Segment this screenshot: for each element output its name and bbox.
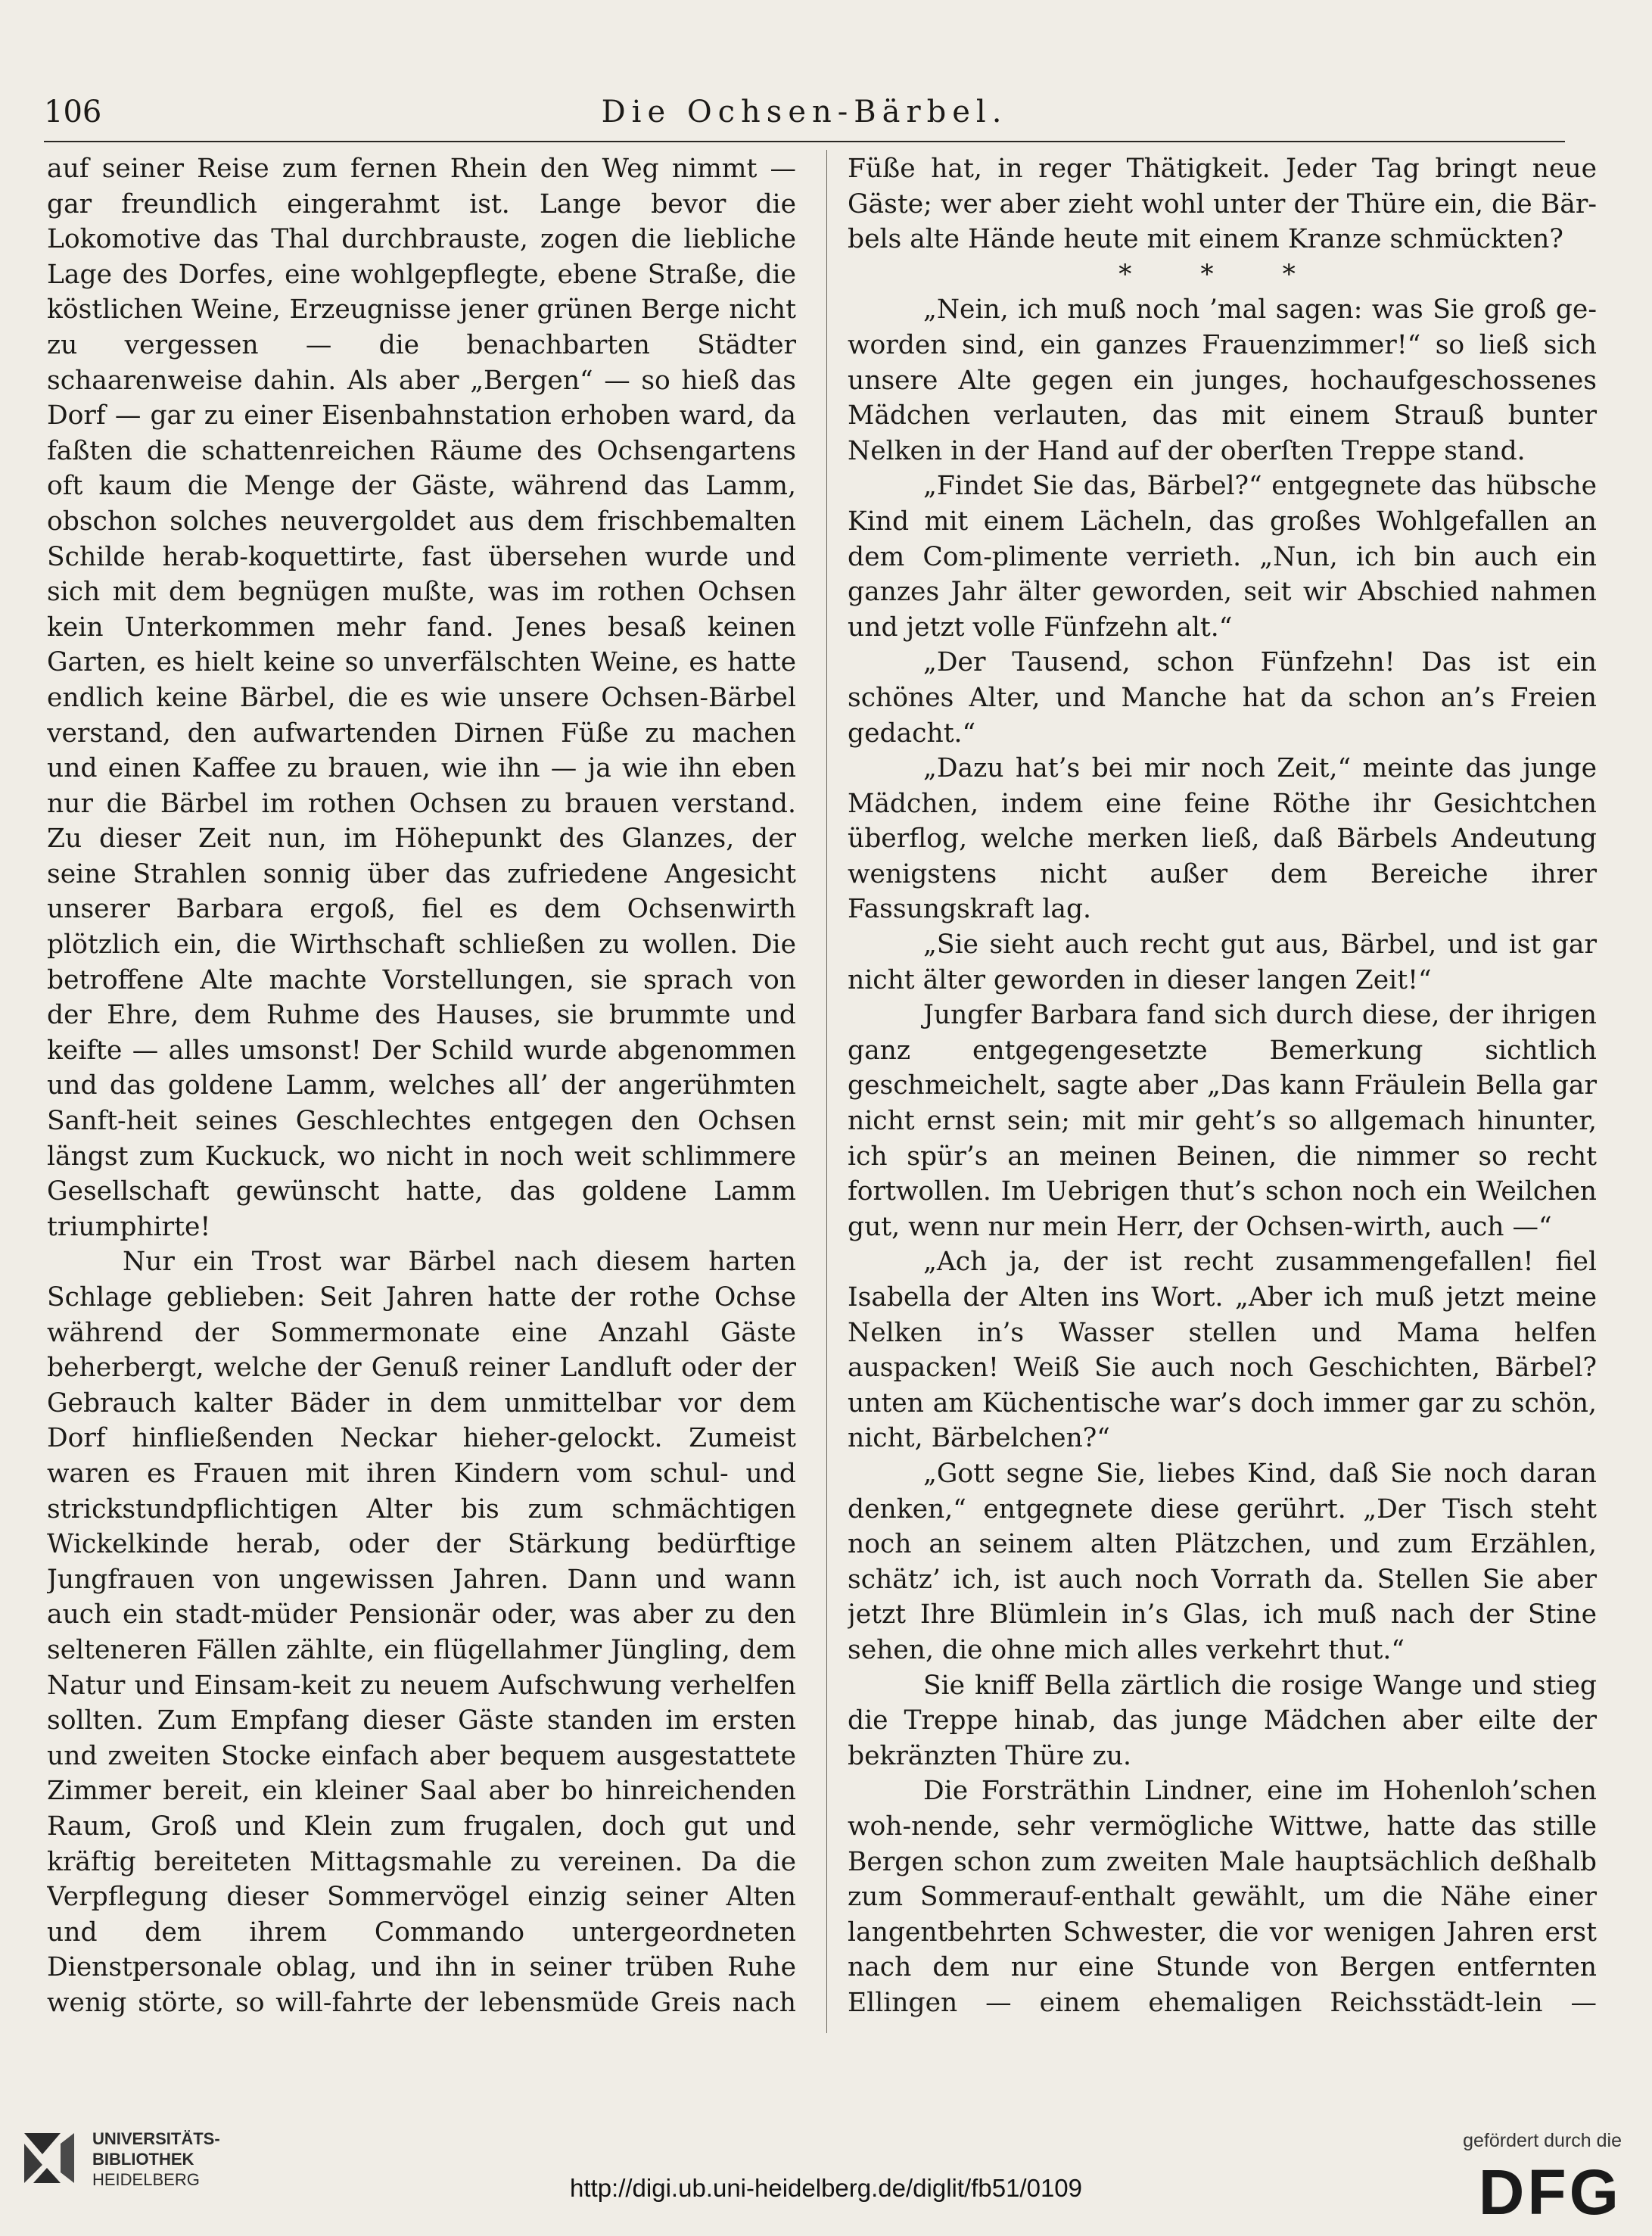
- right-text-column: [848, 151, 1597, 2021]
- paragraph: „Gott segne Sie, liebes Kind, daß Sie noch daran denken,“ entgegnete diese gerührt. „Der Tisch steht noch an seinem alten Plätzchen, und zum Erzählen, schätz’ ich, ist auch noch Vorrath da. Stellen Sie aber jetzt Ihre Blümlein in’s Glas, ich muß nach der Stine sehen, die ohne mich alles verkehrt thut.“: [848, 1458, 1597, 1665]
- section-separator: * * *: [1118, 259, 1326, 290]
- paragraph: „Dazu hat’s bei mir noch Zeit,“ meinte das junge Mädchen, indem eine feine Röthe ihr Gesichtchen überflog, welche merken ließ, daß Bärbels Andeutung wenigstens nicht außer dem Bereiche ihrer Fassungskraft lag.: [848, 753, 1597, 925]
- column-divider: [826, 150, 827, 2033]
- funding-label: gefördert durch die: [1463, 2130, 1622, 2151]
- paragraph: Nur ein Trost war Bärbel nach diesem harten Schlage geblieben: Seit Jahren hatte der rothe Ochse während der Sommermonate eine Anzahl Gäste beherbergt, welche der Genuß reiner Landluft oder der Gebrauch kalter Bäder in dem unmittelbar vor dem Dorf hinfließenden Neckar hieher-gelockt. Zumeist waren es Frauen mit ihren Kindern vom schul- und strickstundpflichtigen Alter bis zum schmächtigen Wickelkinde herab, oder der Stärkung bedürftige Jungfrauen von ungewissen Jahren. Dann und wann auch ein stadt-müder Pensionär oder, was aber zu den selteneren Fällen zählte, ein flügellahmer Jüngling, dem Natur und Einsam-keit zu neuem Aufschwung verhelfen sollten. Zum Empfang dieser Gäste standen im ersten und zweiten Stocke einfach aber bequem ausgestattete Zimmer bereit, ein kleiner Saal aber bo hinreichenden Raum, Groß und Klein zum frugalen, doch gut und kräftig bereiteten Mittagsmahle zu vereinen. Da die Verpflegung dieser Sommervögel einzig seiner Alten und dem ihrem Commando untergeordneten Dienstpersonale oblag, und ihn in seiner trüben Ruhe wenig störte, so will-fahrte der lebensmüde Greis nach: [47, 1247, 796, 2018]
- paragraph: „Sie sieht auch recht gut aus, Bärbel, und ist gar nicht älter geworden in dieser langen Zeit!“: [848, 930, 1597, 995]
- dfg-logo: DFG: [1478, 2157, 1622, 2228]
- paragraph: „Ach ja, der ist recht zusammengefallen! fiel Isabella der Alten ins Wort. „Aber ich muß jetzt meine Nelken in’s Wasser stellen und Mama helfen auspacken! Weiß Sie auch noch Geschichten, Bärbel? unten am Küchentische war’s doch immer gar zu schön, nicht, Bärbelchen?“: [848, 1247, 1597, 1454]
- paragraph: Jungfer Barbara fand sich durch diese, der ihrigen ganz entgegengesetzte Bemerkung sichtlich geschmeichelt, sagte aber „Das kann Fräulein Bella gar nicht ernst sein; mit mir geht’s so allgemach hinunter, ich spür’s an meinen Beinen, die nimmer so recht fortwollen. Im Uebrigen thut’s schon noch ein Weilchen gut, wenn nur mein Herr, der Ochsen-wirth, auch —“: [848, 1000, 1597, 1242]
- library-name-line: HEIDELBERG: [92, 2170, 200, 2189]
- header-rule: [44, 141, 1565, 142]
- paragraph: „Findet Sie das, Bärbel?“ entgegnete das hübsche Kind mit einem Lächeln, das großes Wohlgefallen an dem Com-plimente verrieth. „Nun, ich bin auch ein ganzes Jahr älter geworden, seit wir Abschied nahmen und jetzt volle Fünfzehn alt.“: [848, 471, 1597, 643]
- library-name-line: BIBLIOTHEK: [92, 2150, 194, 2169]
- running-title: Die Ochsen-Bärbel.: [601, 95, 1008, 129]
- library-name-line: UNIVERSITÄTS-: [92, 2129, 220, 2148]
- paragraph: Füße hat, in reger Thätigkeit. Jeder Tag bringt neue Gäste; wer aber zieht wohl unter der Thüre ein, die Bär-bels alte Hände heute mit einem Kranze schmückten?: [848, 154, 1597, 255]
- paragraph: auf seiner Reise zum fernen Rhein den Weg nimmt — gar freundlich eingerahmt ist. Lange bevor die Lokomotive das Thal durchbrauste, zogen die liebliche Lage des Dorfes, eine wohlgepflegte, ebene Straße, die köstlichen Weine, Erzeugnisse jener grünen Berge nicht zu vergessen — die benachbarten Städter schaarenweise dahin. Als aber „Bergen“ — so hieß das Dorf — gar zu einer Eisenbahnstation erhoben ward, da faßten die schattenreichen Räume des Ochsengartens oft kaum die Menge der Gäste, während das Lamm, obschon solches neuvergoldet aus dem frischbemalten Schilde herab-koquettirte, fast übersehen wurde und sich mit dem begnügen mußte, was im rothen Ochsen kein Unterkommen mehr fand. Jenes besaß keinen Garten, es hielt keine so unverfälschten Weine, es hatte endlich keine Bärbel, die es wie unsere Ochsen-Bärbel verstand, den aufwartenden Dirnen Füße zu machen und einen Kaffee zu brauen, wie ihn — ja wie ihn eben nur die Bärbel im rothen Ochsen zu brauen verstand. Zu dieser Zeit nun, im Höhepunkt des Glanzes, der seine Strahlen sonnig über das zufriedene Angesicht unserer Barbara ergoß, fiel es dem Ochsenwirth plötzlich ein, die Wirthschaft schließen zu wollen. Die betroffene Alte machte Vorstellungen, sie sprach von der Ehre, dem Ruhme des Hauses, sie brummte und keifte — alles umsonst! Der Schild wurde abgenommen und das goldene Lamm, welches all’ der angerühmten Sanft-heit seines Geschlechtes entgegen den Ochsen längst zum Kuckuck, wo nicht in noch weit schlimmere Gesellschaft gewünscht hatte, das goldene Lamm triumphirte!: [47, 154, 796, 1242]
- paragraph: Die Forsträthin Lindner, eine im Hohenloh’schen woh-nende, sehr vermögliche Wittwe, hatte das stille Bergen schon zum zweiten Male hauptsächlich deßhalb zum Sommerauf-enthalt gewählt, um die Nähe einer langentbehrten Schwester, die vor wenigen Jahren erst nach dem nur eine Stunde von Bergen entfernten Ellingen — einem ehemaligen Reichsstädt-lein —: [848, 1776, 1597, 2018]
- paragraph: „Nein, ich muß noch ’mal sagen: was Sie groß ge-worden sind, ein ganzes Frauenzimmer!“ so ließ sich unsere Alte gegen ein junges, hochaufgeschossenes Mädchen verlauten, das mit einem Strauß bunter Nelken in der Hand auf der oberſten Treppe stand.: [848, 294, 1597, 466]
- digitization-footer: [0, 2112, 1652, 2236]
- paragraph: „Der Tausend, schon Fünfzehn! Das ist ein schönes Alter, und Manche hat da schon an’s Freien gedacht.“: [848, 647, 1597, 749]
- paragraph: Sie kniff Bella zärtlich die rosige Wange und stieg die Treppe hinab, das junge Mädchen aber eilte der bekränzten Thüre zu.: [848, 1670, 1597, 1771]
- page-header: [44, 89, 1565, 135]
- left-text-column: [47, 151, 796, 2021]
- page-number: 106: [44, 95, 102, 129]
- permalink-url[interactable]: http://digi.ub.uni-heidelberg.de/diglit/fb51/0109: [570, 2174, 1082, 2202]
